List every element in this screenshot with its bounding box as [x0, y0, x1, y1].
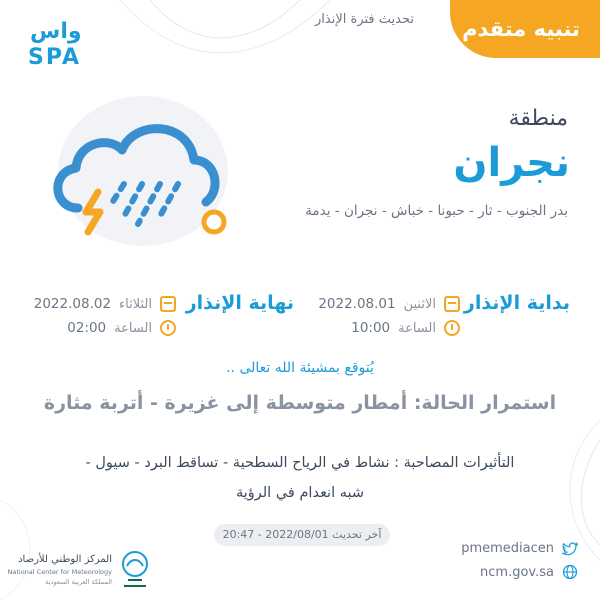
warning-start-time: 10:00 — [351, 320, 391, 336]
warning-end-time-row — [67, 320, 176, 336]
spa-logo-arabic: واس — [30, 19, 82, 44]
globe-icon — [562, 564, 578, 580]
forecast-condition: استمرار الحالة: أمطار متوسطة إلى غزيرة - أتربة مثارة — [43, 392, 557, 414]
warning-start-title: بداية الإنذار — [463, 292, 570, 314]
warning-start-time-label: الساعة — [398, 320, 436, 336]
clock-icon — [444, 320, 460, 336]
twitter-handle: pmemediacen — [461, 541, 554, 556]
warning-start-day: الاثنين — [403, 296, 436, 312]
ncm-seal-icon — [118, 550, 152, 592]
website-link[interactable] — [458, 564, 578, 580]
warning-end-time: 02:00 — [67, 320, 107, 336]
region-name: نجران — [453, 140, 570, 186]
weather-icon-wrap — [38, 90, 238, 260]
warning-end-date: 2022.08.02 — [33, 296, 112, 312]
contact-links — [458, 541, 578, 580]
alert-type-badge: تنبيه متقدم — [450, 0, 600, 58]
warning-end-title: نهاية الإنذار — [185, 292, 294, 314]
forecast-effects-line-2: شبه انعدام في الرؤية — [235, 485, 365, 501]
warning-start-day-row — [318, 296, 460, 312]
cloud-rain-dust-thunder-icon — [38, 90, 238, 260]
forecast-intro: يُتوقع بمشيئة الله تعالى .. — [226, 360, 374, 376]
region-label: منطقة — [508, 106, 568, 131]
update-period-label: تحديث فترة الإنذار — [315, 12, 414, 27]
warning-end-time-label: الساعة — [114, 320, 152, 336]
calendar-icon — [444, 296, 460, 312]
twitter-icon — [562, 542, 578, 556]
warning-start-time-row — [351, 320, 460, 336]
forecast-effects — [40, 448, 560, 508]
warning-end-day-row — [34, 296, 176, 312]
warning-start-date: 2022.08.01 — [318, 296, 396, 312]
spa-logo-text: SPA — [28, 45, 81, 68]
region-places: بدر الجنوب - ثار - حبونا - خباش - نجران - يدمة — [305, 203, 568, 219]
warning-end — [4, 292, 294, 340]
twitter-link[interactable] — [458, 541, 578, 556]
ncm-logo — [7, 550, 156, 594]
clock-icon — [160, 320, 176, 336]
ncm-name-ar: المركز الوطني للأرصاد — [18, 554, 112, 565]
spa-logo — [24, 16, 94, 68]
ncm-name-en: National Center for Meteorology — [7, 568, 112, 576]
warning-end-day: الثلاثاء — [119, 296, 152, 312]
ncm-name-sub: المملكة العربية السعودية — [45, 578, 112, 586]
warning-start — [280, 292, 570, 340]
website-url: ncm.gov.sa — [480, 564, 554, 580]
forecast-effects-line-1: التأثيرات المصاحبة : نشاط في الرياح السطحية - تساقط البرد - سيول - — [85, 455, 515, 471]
calendar-icon — [160, 296, 176, 312]
last-update-badge: آخر تحديث 2022/08/01 - 20:47 — [214, 524, 390, 546]
